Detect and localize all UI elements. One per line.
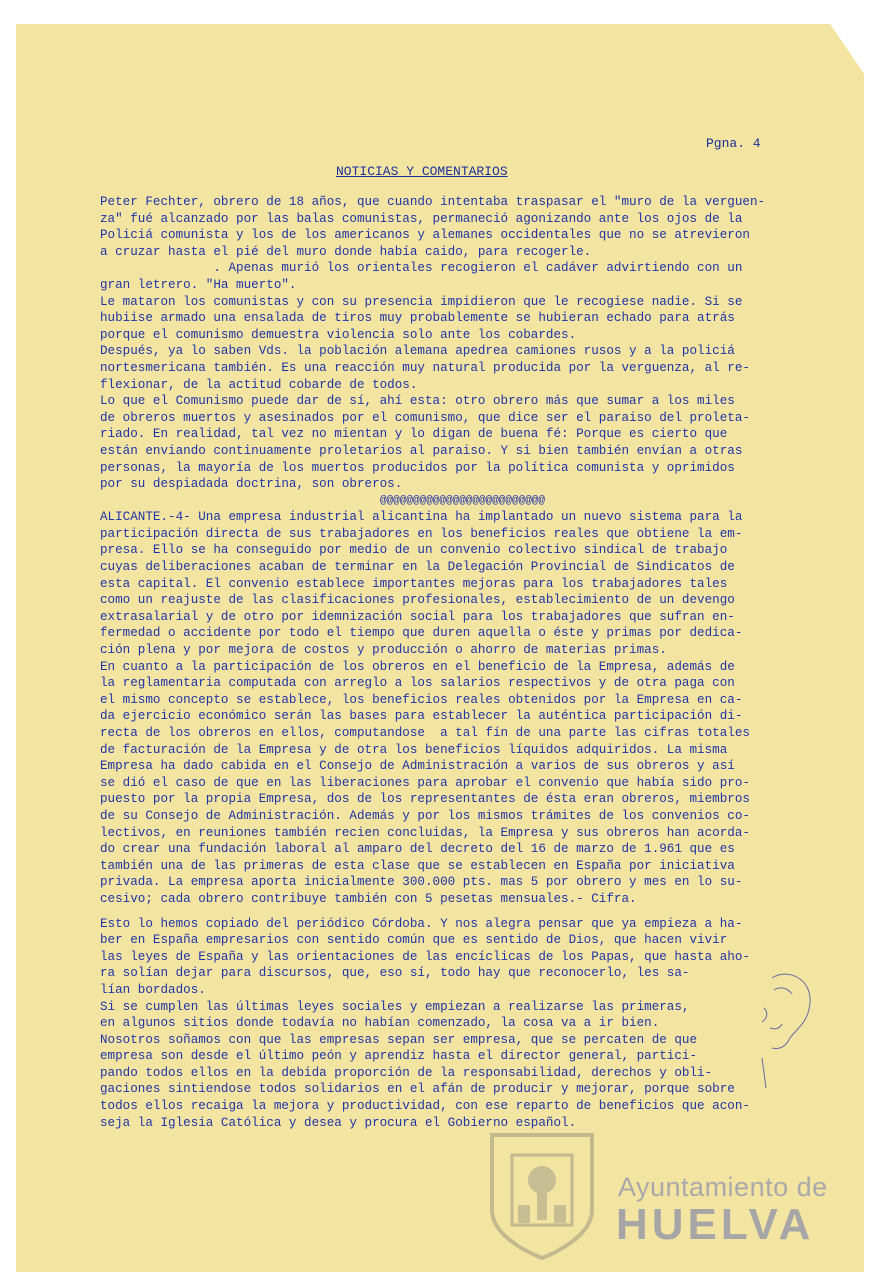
text-line: Lo que el Comunismo puede dar de sí, ahí esta: otro obrero más que sumar a los miles	[100, 394, 735, 409]
text-line: porque el comunismo demuestra violencia solo ante los cobardes.	[100, 327, 577, 342]
text-line: . Apenas murió los orientales recogieron el cadáver advirtiendo con un	[100, 261, 743, 276]
text-line: por su despiadada doctrina, son obreros.	[100, 477, 403, 492]
text-line: riado. En realidad, tal vez no mientan y lo digan de buena fé: Porque es cierto que	[100, 427, 728, 442]
text-line: personas, la mayoría de los muertos producidos por la política comunista y oprimidos	[100, 460, 735, 475]
text-line: lían bordados.	[100, 982, 206, 997]
text-line: todos ellos recaiga la mejora y productividad, con ese reparto de beneficios que acon-	[100, 1099, 750, 1114]
text-line: hubiise armado una ensalada de tiros muy probablemente se hubieran echado para atrás	[100, 311, 735, 326]
text-line: empresa son desde el último peón y aprendiz hasta el director general, partici-	[100, 1049, 698, 1064]
text-line: Si se cumplen las últimas leyes sociales y empiezan a realizarse las primeras,	[100, 999, 690, 1014]
text-line: pando todos ellos en la debida proporción de la responsabilidad, derechos y obli-	[100, 1065, 713, 1080]
text-line: Esto lo hemos copiado del periódico Córdoba. Y nos alegra pensar que ya empieza a ha-	[100, 916, 743, 931]
text-line: cesivo; cada obrero contribuye también con 5 pesetas mensuales.- Cifra.	[100, 891, 637, 906]
text-line: extrasalarial y de otro por idemnización social para los trabajadores que sufran en-	[100, 609, 735, 624]
text-line: Después, ya lo saben Vds. la población alemana apedrea camiones rusos y a la policiá	[100, 344, 735, 359]
text-line: se dió el caso de que en las liberaciones para aprobar el convenio que había sido pro-	[100, 775, 750, 790]
paragraph-alicante	[100, 509, 825, 907]
text-line: Policiá comunista y los de los americanos y alemanes occidentales que no se atrevieron	[100, 228, 750, 243]
text-line: presa. Ello se ha conseguido por medio de un convenio colectivo sindical de trabajo	[100, 543, 728, 558]
page-number: Pgna. 4	[706, 136, 761, 151]
text-line: en algunos sitios donde todavía no habían comenzado, la cosa va a ir bien.	[100, 1016, 660, 1031]
text-line: las leyes de España y las orientaciones de las encíclicas de los Papas, que hasta aho-	[100, 949, 750, 964]
paragraph-berlin-wall	[100, 194, 825, 493]
text-line: la reglamentaria computada con arreglo a los salarios respectivos y de otra paga con	[100, 676, 735, 691]
text-line: puesto por la propia Empresa, dos de los representantes de ésta eran obreros, miembros	[100, 792, 750, 807]
text-line: también una de las primeras de esta clase que se establecen en España por iniciativa	[100, 858, 735, 873]
text-line: privada. La empresa aporta inicialmente 300.000 pts. mas 5 por obrero y mes en lo su-	[100, 875, 743, 890]
text-line: gaciones sintiendose todos solidarios en el afán de producir y mejorar, porque sobre	[100, 1082, 735, 1097]
text-line: como un reajuste de las clasificaciones profesionales, establecimiento de un devengo	[100, 593, 735, 608]
text-line: za" fué alcanzado por las balas comunistas, permaneció agonizando ante los ojos de la	[100, 211, 743, 226]
paragraph-gap	[100, 908, 825, 916]
text-line: seja la Iglesia Católica y desea y procura el Gobierno español.	[100, 1115, 577, 1130]
watermark-line1: Ayuntamiento de	[618, 1172, 828, 1202]
text-line: esta capital. El convenio establece importantes mejoras para los trabajadores tales	[100, 576, 728, 591]
text-line: de su Consejo de Administración. Además y por los mismos trámites de los convenios co-	[100, 808, 750, 823]
text-line: Empresa ha dado cabida en el Consejo de Administración a varios de sus obreros y así	[100, 759, 735, 774]
text-line: están enviando continuamente proletarios al paraiso. Y si bien también envían a otras	[100, 443, 743, 458]
text-line: ber en España empresarios con sentido común que es sentido de Dios, que hacen vivir	[100, 933, 728, 948]
watermark-line2: HUELVA	[616, 1200, 815, 1249]
text-line: cuyas deliberaciones acaban de terminar en la Delegación Provincial de Sindicatos de	[100, 560, 735, 575]
text-line: gran letrero. "Ha muerto".	[100, 277, 297, 292]
separator-line: @@@@@@@@@@@@@@@@@@@@@@@@@	[379, 494, 546, 507]
text-line: a cruzar hasta el pié del muro donde había caido, para recogerle.	[100, 244, 592, 259]
huelva-crest-watermark	[482, 1130, 602, 1260]
paragraph-commentary	[100, 916, 825, 1132]
document-body	[100, 194, 825, 1131]
text-line: recta de los obreros en ellos, computandose a tal fín de una parte las cifras totales	[100, 726, 750, 740]
text-line: Peter Fechter, obrero de 18 años, que cuando intentaba traspasar el "muro de la verguen-	[100, 195, 766, 209]
text-line: ALICANTE.-4- Una empresa industrial alicantina ha implantado un nuevo sistema para la	[100, 510, 743, 525]
text-line: de obreros muertos y asesinados por el comunismo, que dice ser el paraiso del proleta-	[100, 410, 750, 425]
text-line: participación directa de sus trabajadores en los beneficios reales que obtiene la em-	[100, 526, 743, 541]
text-line: ra solían dejar para discursos, que, eso sí, todo hay que reconocerlo, les sa-	[100, 966, 690, 981]
text-line: do crear una fundación laboral al amparo del decreto del 16 de marzo de 1.961 que es	[100, 842, 735, 857]
text-line: ción plena y por mejora de costos y producción o ahorro de materias primas.	[100, 643, 667, 658]
sketch-face-doodle	[742, 968, 822, 1088]
text-line: flexionar, de la actitud cobarde de todos.	[100, 377, 418, 392]
text-line: Le mataron los comunistas y con su presencia impidieron que le recogiese nadie. Si se	[100, 294, 743, 309]
text-line: fermedad o accidente por todo el tiempo que duren aquella o éste y primas por dedica-	[100, 626, 743, 641]
text-line: En cuanto a la participación de los obreros en el beneficio de la Empresa, además de	[100, 659, 735, 674]
page-title: NOTICIAS Y COMENTARIOS	[336, 164, 508, 179]
text-line: Nosotros soñamos con que las empresas sepan ser empresa, que se percaten de que	[100, 1032, 698, 1047]
text-line: nortesmericana también. Es una reacción muy natural producida por la verguenza, al re-	[100, 360, 750, 375]
text-line: de facturación de la Empresa y de otra los beneficios líquidos adquiridos. La misma	[100, 742, 728, 757]
text-line: el mismo concepto se establece, los beneficios reales obtenidos por la Empresa en ca-	[100, 692, 743, 707]
text-line: da ejercicio económico serán las bases para establecer la auténtica participación di-	[100, 709, 743, 724]
text-line: lectivos, en reuniones también recien concluidas, la Empresa y sus obreros han acorda-	[100, 825, 750, 840]
